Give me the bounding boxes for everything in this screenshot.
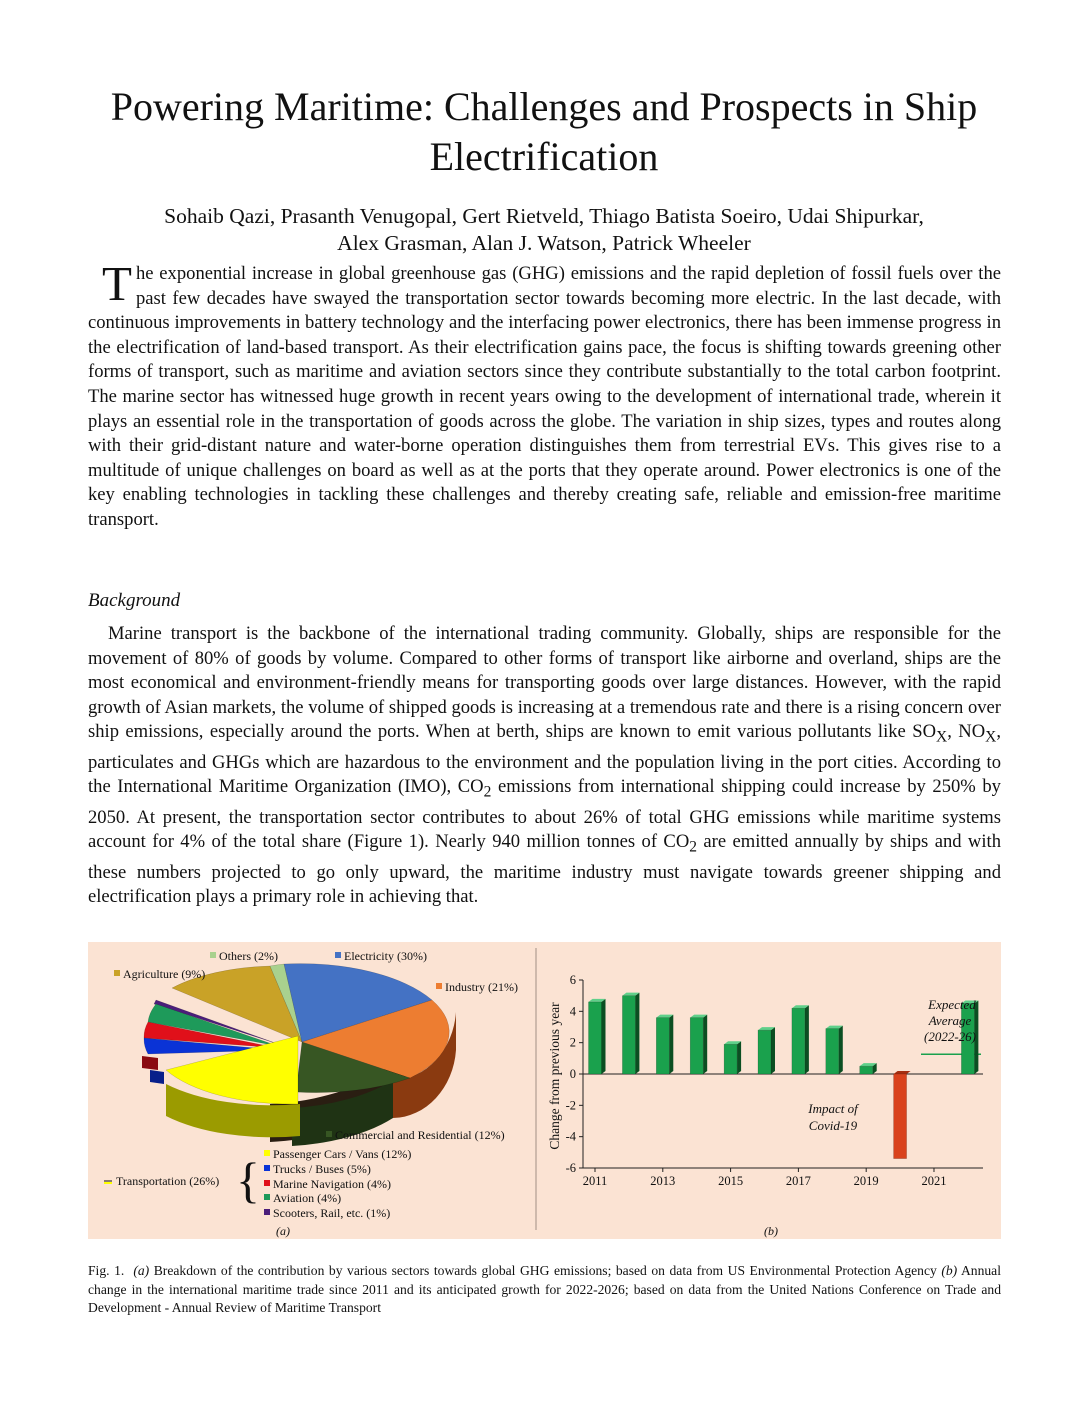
bg-text-1: Marine transport is the backbone of the international trading community. Globally, ships are responsible for the movement of 80% of goods by volume. Compared to other forms of transport like airborne and overland, ships are the most economical and environment-friendly means for transporting goods over large distances. However, with the rapid growth of Asian markets, the volume of shipped goods is increasing at a tremendous rate and there is a rising concern over ship emissions, especially around the ports. When at berth, ships are known to emit various pollutants like SO bbox=[88, 623, 1001, 743]
intro-text: he exponential increase in global greenhouse gas (GHG) emissions and the rapid depletion of fossil fuels over the past few decades have swayed the transportation sector towards becoming more electric. In the last decade, with continuous improvements in battery technology and the interfacing power electronics, there has been immense progress in the electrification of land-based transport. As their electrification gains pace, the focus is shifting towards greening other forms of transport, such as maritime and aviation sectors since they contribute substantially to the total carbon footprint. The marine sector has witnessed huge growth in recent years owing to the development of international trade, wherein it plays an essential role in the transportation of goods across the globe. The variation in ship sizes, types and routes along with their grid-distant nature and water-borne operation distinguishes them from terrestrial EVs. This gives rise to a multitude of unique challenges on board as well as at the ports that they operate around. Power electronics is one of the key enabling technologies in tackling these challenges and thereby creating safe, reliable and emission-free maritime transport. bbox=[88, 263, 1001, 530]
legend-swatch-marine bbox=[264, 1180, 270, 1186]
bar-y-axis-label: Change from previous year bbox=[547, 1002, 562, 1150]
bar-axes bbox=[579, 980, 983, 1172]
bar bbox=[860, 1063, 877, 1074]
annotation-covid-1: Impact of bbox=[808, 1101, 858, 1116]
caption-label-b: (b) bbox=[941, 1263, 958, 1278]
label-cars: Passenger Cars / Vans (12%) bbox=[273, 1147, 412, 1161]
label-commercial: Commercial and Residential (12%) bbox=[335, 1128, 505, 1142]
bar bbox=[826, 1026, 843, 1074]
legend-swatch-industry bbox=[436, 983, 442, 989]
label-aviation: Aviation (4%) bbox=[273, 1191, 342, 1205]
intro-paragraph bbox=[88, 256, 1001, 533]
bar-x-tick-label: 2013 bbox=[650, 1174, 676, 1188]
legend-swatch-others bbox=[210, 952, 216, 958]
bar-y-tick-label: -2 bbox=[565, 1098, 576, 1113]
bar bbox=[622, 993, 639, 1074]
bar-y-tick-label: 0 bbox=[569, 1067, 576, 1081]
section-heading-background: Background bbox=[88, 590, 181, 611]
bg-text-5: are emitted annually by ships and with these numbers projected to go only upward, the maritime industry must navigate towards greener shipping and electrification plays a primary role in achieving that. bbox=[88, 831, 1001, 908]
label-marine: Marine Navigation (4%) bbox=[273, 1177, 391, 1191]
bar-y-tick-label: 6 bbox=[569, 973, 576, 987]
bar-y-tick-label: 4 bbox=[569, 1004, 576, 1019]
bar-marks bbox=[589, 993, 979, 1159]
legend-swatch-commercial bbox=[326, 1131, 332, 1137]
legend-swatch-agriculture bbox=[114, 970, 120, 976]
author-list bbox=[60, 203, 1028, 257]
annotation-expected-2: Average bbox=[928, 1013, 972, 1028]
bar-x-tick-label: 2019 bbox=[853, 1174, 879, 1188]
bar bbox=[656, 1015, 673, 1074]
caption-label-a: (a) bbox=[133, 1263, 150, 1278]
bg-text-4: emissions from international shipping could increase by 250% by 2050. At present, the transportation sector contributes to about 26% of total GHG emissions while maritime systems account for 4% of the total share (Figure 1). Nearly 940 million tonnes of CO bbox=[88, 776, 1001, 853]
bar bbox=[690, 1015, 707, 1074]
annotation-expected-1: Expected bbox=[928, 997, 976, 1012]
transport-brace: { bbox=[236, 1152, 260, 1208]
paper-title: Powering Maritime: Challenges and Prospects in Ship Electrification bbox=[110, 84, 978, 179]
depth-trucks bbox=[150, 1070, 164, 1084]
bar-x-tick-label: 2015 bbox=[718, 1174, 744, 1188]
legend-swatch-aviation bbox=[264, 1194, 270, 1200]
bar-y-tick-label: -6 bbox=[565, 1161, 576, 1175]
legend-swatch-scooters bbox=[264, 1209, 270, 1215]
label-others: Others (2%) bbox=[219, 949, 278, 963]
bar bbox=[589, 999, 606, 1074]
figure-1 bbox=[88, 942, 1001, 1239]
bar bbox=[894, 1071, 911, 1159]
sub-2-2: 2 bbox=[689, 838, 697, 856]
sub-x-2: X bbox=[985, 729, 997, 747]
sub-2-1: 2 bbox=[483, 784, 492, 801]
figure-1-svg bbox=[88, 942, 1001, 1239]
depth-marine bbox=[142, 1056, 158, 1070]
author-line-2: Alex Grasman, Alan J. Watson, Patrick Wheeler bbox=[337, 231, 751, 255]
bar bbox=[792, 1005, 809, 1074]
sub-x-1: X bbox=[936, 729, 948, 747]
figure-caption bbox=[88, 1262, 1001, 1318]
caption-prefix: Fig. 1. bbox=[88, 1263, 125, 1278]
panel-b-label: (b) bbox=[764, 1224, 778, 1238]
bar-y-tick-label: 2 bbox=[569, 1035, 576, 1050]
bar-y-tick-label: -4 bbox=[565, 1129, 576, 1144]
label-electricity: Electricity (30%) bbox=[344, 949, 427, 963]
label-agriculture: Agriculture (9%) bbox=[123, 967, 206, 981]
transport-marker-fill bbox=[104, 1182, 112, 1184]
annotation-expected-3: (2022-26) bbox=[924, 1029, 976, 1044]
bg-text-3: , particulates and GHGs which are hazardous to the environment and the population living in the port cities. According to the International Maritime Organization (IMO), CO bbox=[88, 721, 1001, 798]
label-industry: Industry (21%) bbox=[445, 980, 518, 994]
author-line-1: Sohaib Qazi, Prasanth Venugopal, Gert Rietveld, Thiago Batista Soeiro, Udai Shipurkar, bbox=[164, 204, 924, 228]
bar-chart bbox=[566, 973, 983, 1188]
bar-x-tick-label: 2017 bbox=[785, 1174, 811, 1188]
annotation-covid-2: Covid-19 bbox=[808, 1118, 858, 1133]
label-scooters: Scooters, Rail, etc. (1%) bbox=[273, 1206, 391, 1220]
legend-swatch-electricity bbox=[335, 952, 341, 958]
panel-a-label: (a) bbox=[276, 1224, 290, 1238]
bar-x-tick-label: 2021 bbox=[921, 1174, 947, 1188]
drop-cap: T bbox=[102, 256, 132, 311]
pie-chart bbox=[142, 964, 456, 1146]
bar-x-tick-label: 2011 bbox=[582, 1174, 608, 1188]
legend-swatch-trucks bbox=[264, 1165, 270, 1171]
bar bbox=[724, 1041, 741, 1074]
legend-swatch-cars bbox=[264, 1150, 270, 1156]
caption-text-b: Annual change in the international maritime trade since 2011 and its anticipated growth for 2022-2026; based on data from the United Nations Conference on Trade and Development - Annual Review of Maritime Transport bbox=[88, 1263, 1001, 1315]
background-paragraph bbox=[88, 622, 1001, 910]
bg-text-2: , NO bbox=[947, 721, 986, 743]
bar bbox=[758, 1027, 775, 1074]
label-trucks: Trucks / Buses (5%) bbox=[273, 1162, 371, 1176]
caption-text-a: Breakdown of the contribution by various sectors towards global GHG emissions; based on data from US Environmental Protection Agency bbox=[149, 1263, 942, 1278]
label-transportation: Transportation (26%) bbox=[116, 1174, 220, 1188]
